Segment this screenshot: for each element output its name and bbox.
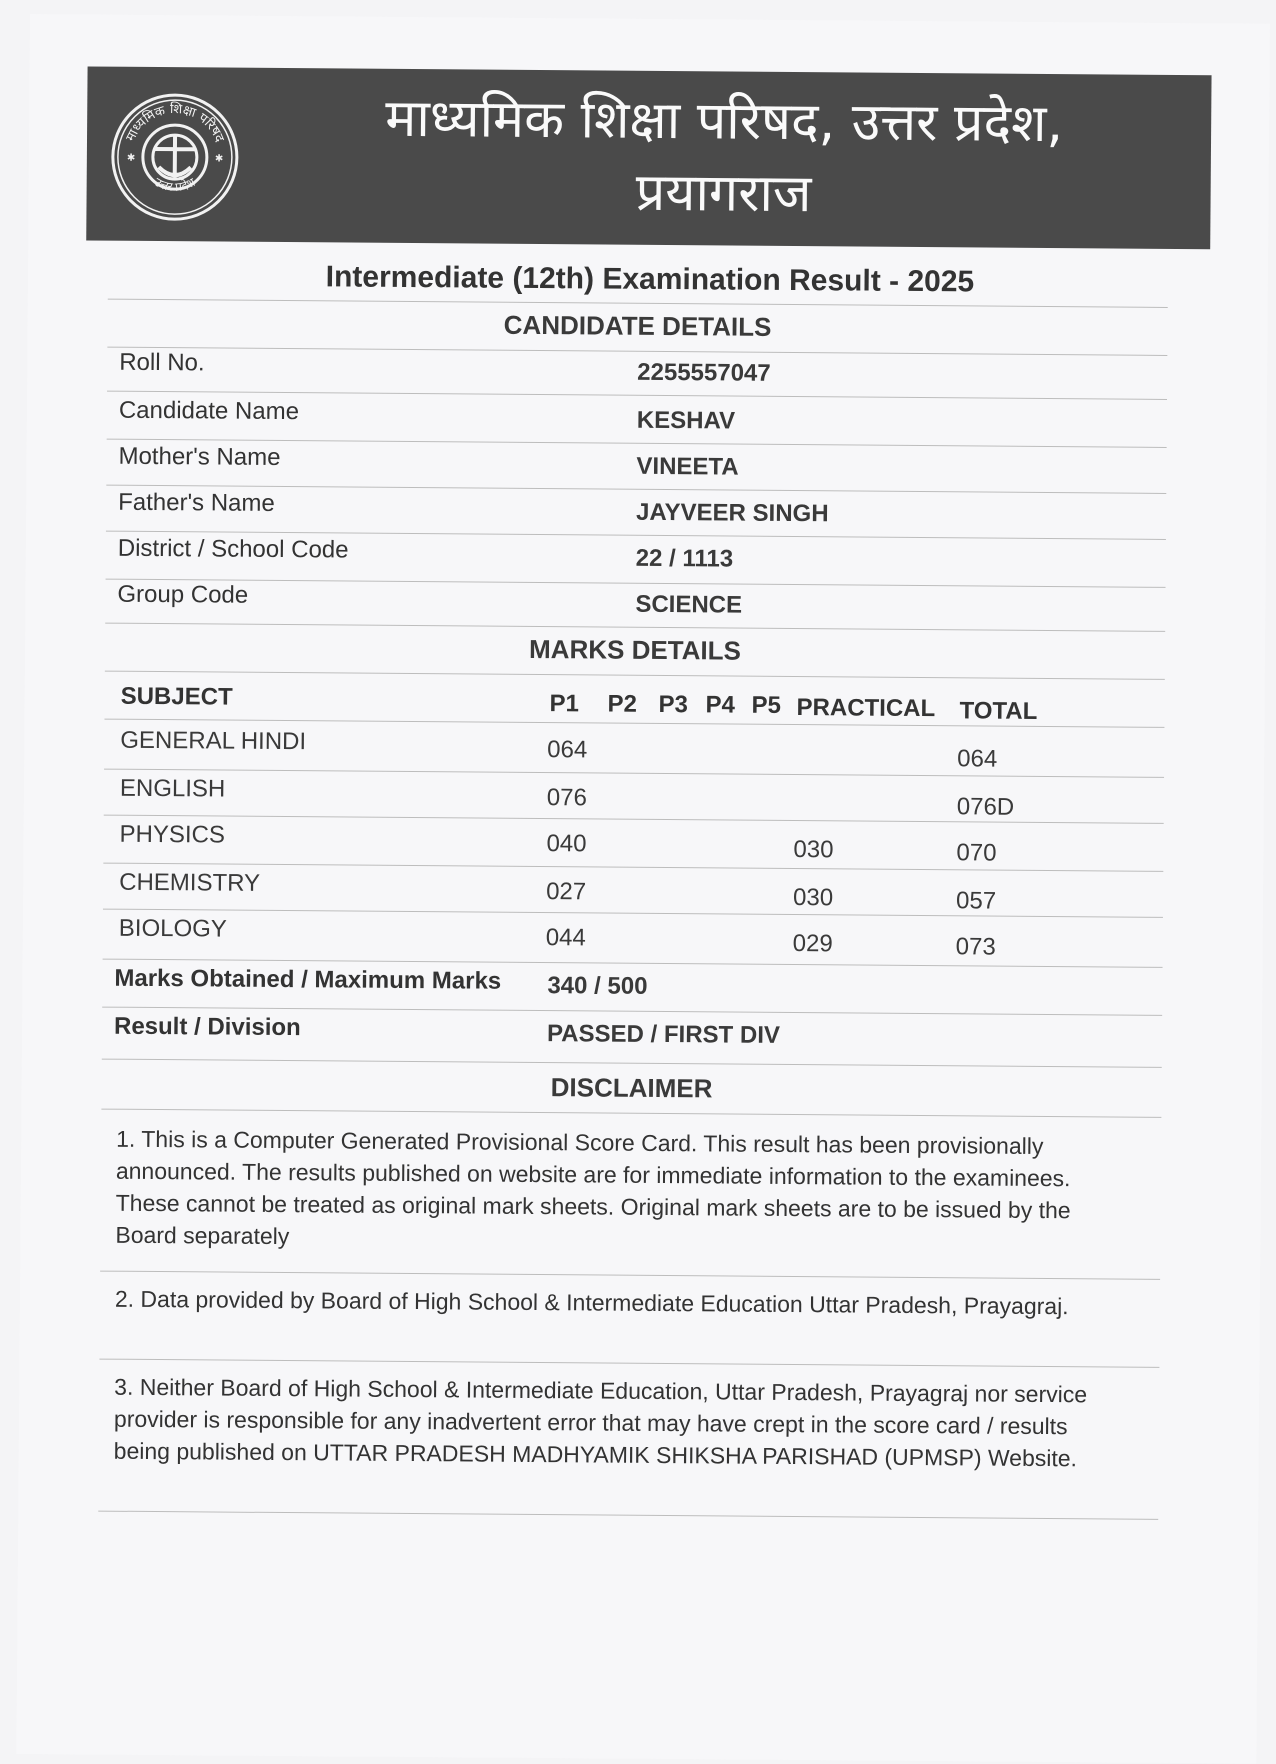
candidate-name-value: KESHAV bbox=[636, 406, 736, 435]
disclaimer-item: 3. Neither Board of High School & Intermediate Education, Uttar Pradesh, Prayagraj nor service provider is responsible for any inadvertent error that may have crept in the score card / results being published on UTTAR PRADESH MADHYAMIK SHIKSHA PARISHAD (UPMSP) Website. bbox=[113, 1373, 1088, 1472]
result-division-label: Result / Division bbox=[113, 1012, 301, 1042]
candidate-details-heading: CANDIDATE DETAILS bbox=[503, 309, 772, 342]
marks-details-heading: MARKS DETAILS bbox=[528, 633, 742, 666]
divider bbox=[98, 1511, 1158, 1520]
col-subject: SUBJECT bbox=[120, 682, 233, 711]
roll-no-value: 2255557047 bbox=[637, 358, 771, 387]
fathers-name-label: Father's Name bbox=[118, 488, 275, 517]
seal-text-top: माध्यमिक शिक्षा परिषद bbox=[123, 102, 227, 145]
mothers-name-value: VINEETA bbox=[636, 452, 739, 481]
subject-name: BIOLOGY bbox=[118, 914, 227, 943]
total-marks: 057 bbox=[955, 887, 997, 915]
divider bbox=[105, 623, 1165, 632]
practical-marks: 029 bbox=[792, 930, 833, 958]
board-title bbox=[256, 82, 1191, 233]
p1-marks: 076 bbox=[546, 784, 588, 812]
disclaimer-item: 2. Data provided by Board of High School & Intermediate Education Uttar Pradesh, Prayagraj. bbox=[114, 1285, 1069, 1320]
divider bbox=[103, 863, 1163, 872]
mothers-name-label: Mother's Name bbox=[118, 442, 281, 471]
district-school-code-label: District / School Code bbox=[117, 534, 349, 564]
p1-marks: 064 bbox=[547, 736, 588, 764]
score-card-sheet bbox=[16, 14, 1270, 1764]
divider bbox=[108, 299, 1168, 308]
seal-text-bottom: उत्तर प्रदेश bbox=[151, 174, 198, 195]
marks-obtained-label: Marks Obtained / Maximum Marks bbox=[114, 964, 502, 995]
col-p4: P4 bbox=[705, 691, 736, 719]
divider bbox=[107, 347, 1167, 356]
header-banner bbox=[86, 66, 1211, 249]
exam-title: Intermediate (12th) Examination Result - 2025 bbox=[325, 260, 975, 299]
board-title-line1: माध्यमिक शिक्षा परिषद, उत्तर प्रदेश, bbox=[385, 88, 1064, 155]
col-p1: P1 bbox=[549, 690, 580, 718]
disclaimer-heading: DISCLAIMER bbox=[550, 1072, 713, 1104]
col-p3: P3 bbox=[658, 690, 689, 719]
divider bbox=[106, 579, 1166, 588]
roll-no-label: Roll No. bbox=[119, 348, 205, 377]
divider bbox=[101, 1109, 1161, 1118]
total-marks: 076D bbox=[956, 793, 1015, 821]
col-total: TOTAL bbox=[959, 697, 1038, 725]
subject-name: ENGLISH bbox=[119, 774, 226, 803]
result-division-value: PASSED / FIRST DIV bbox=[546, 1020, 781, 1049]
subject-name: GENERAL HINDI bbox=[120, 726, 307, 756]
subject-name: PHYSICS bbox=[119, 820, 226, 849]
svg-text:✱: ✱ bbox=[214, 153, 224, 165]
divider bbox=[105, 671, 1165, 680]
col-p5: P5 bbox=[751, 691, 782, 719]
divider bbox=[100, 1271, 1160, 1280]
svg-text:✱: ✱ bbox=[126, 152, 136, 164]
subject-name: CHEMISTRY bbox=[119, 868, 261, 897]
p1-marks: 040 bbox=[546, 830, 587, 858]
practical-marks: 030 bbox=[793, 836, 834, 864]
total-marks: 064 bbox=[957, 745, 998, 773]
practical-marks: 030 bbox=[792, 884, 834, 912]
p1-marks: 027 bbox=[546, 878, 587, 906]
total-marks: 073 bbox=[955, 933, 996, 961]
candidate-name-label: Candidate Name bbox=[118, 396, 300, 426]
divider bbox=[102, 1059, 1162, 1068]
divider bbox=[99, 1359, 1159, 1368]
col-practical: PRACTICAL bbox=[796, 694, 936, 723]
divider bbox=[104, 769, 1164, 778]
marks-obtained-value: 340 / 500 bbox=[547, 972, 648, 1000]
p1-marks: 044 bbox=[545, 924, 586, 952]
board-seal-icon bbox=[108, 91, 241, 224]
district-school-code-value: 22 / 1113 bbox=[635, 544, 734, 573]
col-p2: P2 bbox=[607, 690, 638, 718]
fathers-name-value: JAYVEER SINGH bbox=[635, 498, 829, 528]
divider bbox=[103, 909, 1163, 918]
group-code-value: SCIENCE bbox=[635, 590, 743, 619]
disclaimer-item: 1. This is a Computer Generated Provisional Score Card. This result has been provisionally announced. The results published on website are for immediate information to the examinees. These cannot be treated as original mark sheets. Original mark sheets are to be issued by the Board separately bbox=[115, 1125, 1071, 1250]
board-title-line2: प्रयागराज bbox=[635, 162, 812, 225]
group-code-label: Group Code bbox=[117, 580, 249, 609]
total-marks: 070 bbox=[956, 839, 997, 867]
